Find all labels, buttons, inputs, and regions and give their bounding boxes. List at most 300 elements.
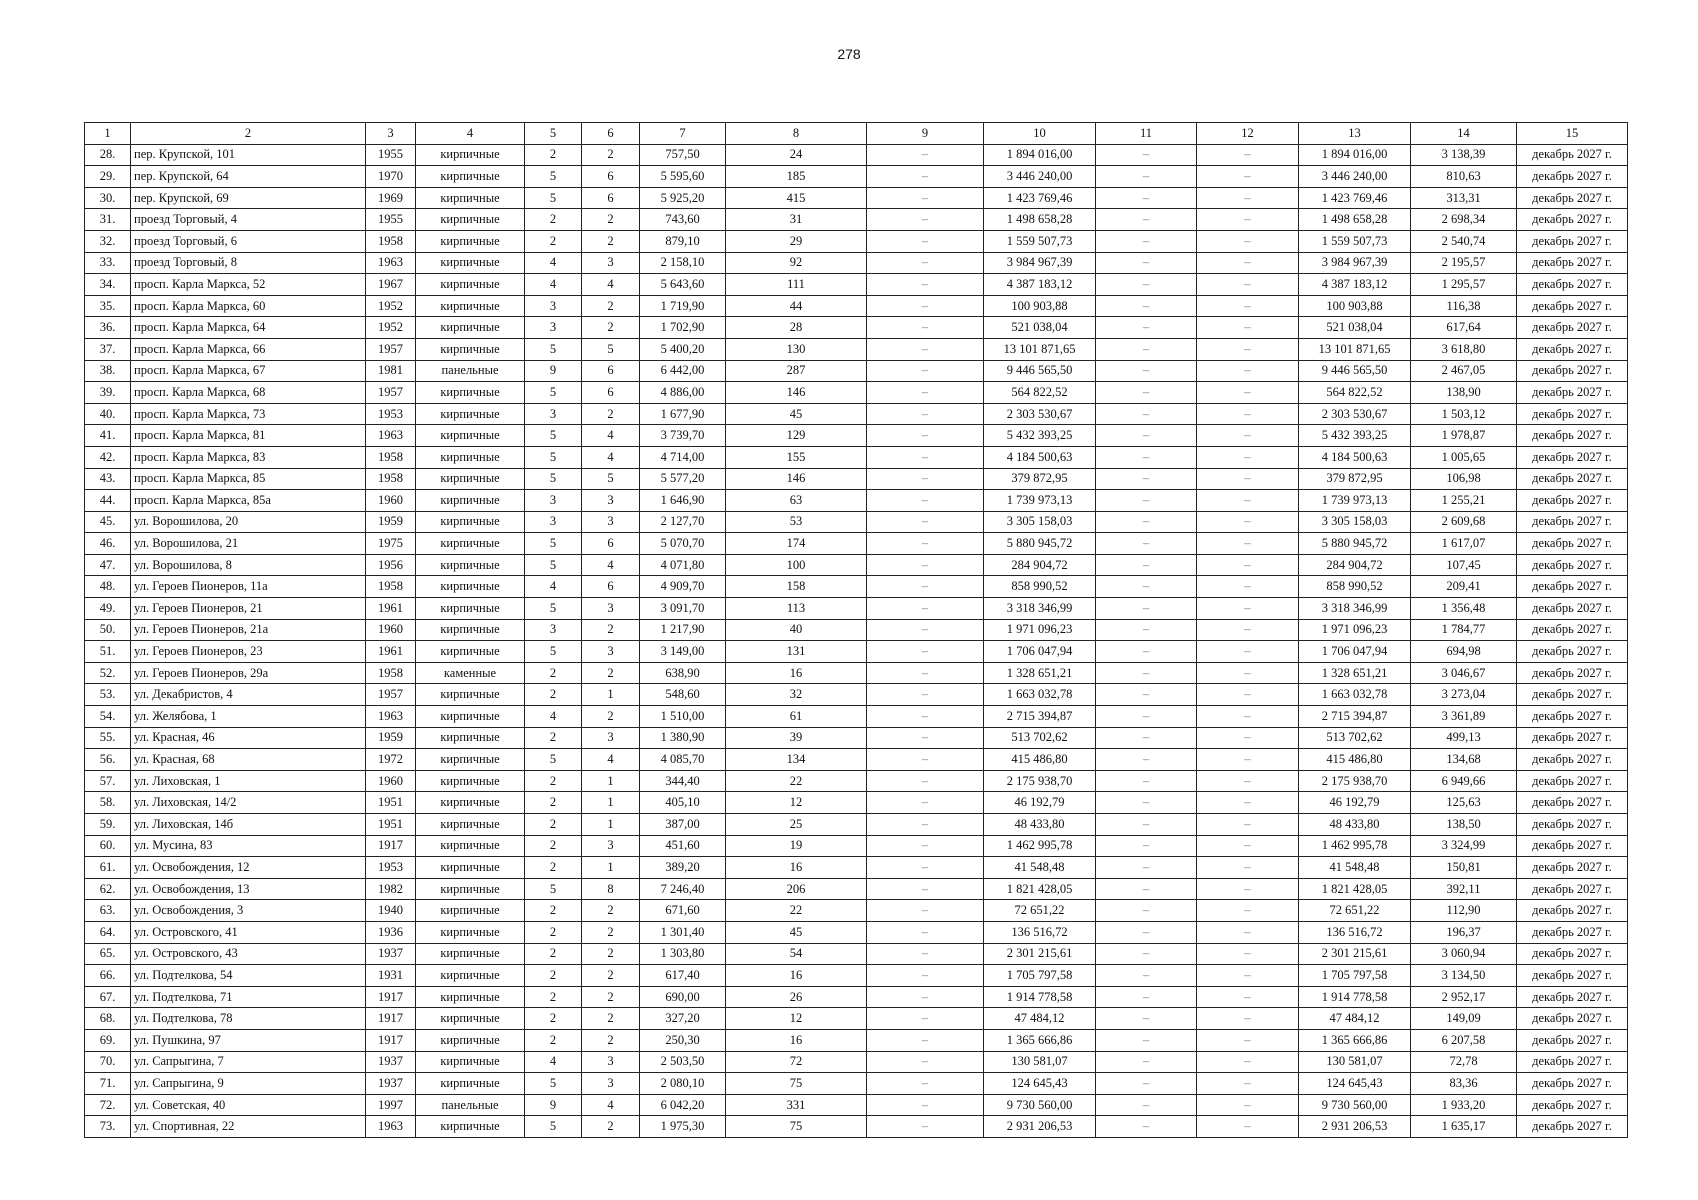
table-cell: 5	[525, 554, 582, 576]
table-cell: 1 356,48	[1411, 598, 1517, 620]
column-header-9: 9	[867, 123, 984, 145]
table-cell: 548,60	[640, 684, 726, 706]
table-cell: 4 387 183,12	[1299, 274, 1411, 296]
table-cell: 5 880 945,72	[984, 533, 1096, 555]
table-cell: декабрь 2027 г.	[1517, 446, 1628, 468]
table-cell: 1 914 778,58	[984, 986, 1096, 1008]
table-row	[85, 619, 1628, 641]
table-cell: 2 952,17	[1411, 986, 1517, 1008]
table-cell: кирпичные	[416, 1029, 525, 1051]
table-row	[85, 662, 1628, 684]
table-cell: декабрь 2027 г.	[1517, 598, 1628, 620]
table-cell: кирпичные	[416, 749, 525, 771]
column-header-8: 8	[726, 123, 867, 145]
table-cell: 185	[726, 166, 867, 188]
table-cell: 65.	[85, 943, 131, 965]
table-cell: 1956	[366, 554, 416, 576]
table-cell: 209,41	[1411, 576, 1517, 598]
table-cell: 5	[525, 749, 582, 771]
table-cell: 2 080,10	[640, 1073, 726, 1095]
table-cell: –	[1197, 403, 1299, 425]
table-cell: 3	[525, 619, 582, 641]
table-cell: 4	[525, 274, 582, 296]
table-cell: 9	[525, 360, 582, 382]
table-cell: 70.	[85, 1051, 131, 1073]
table-cell: 743,60	[640, 209, 726, 231]
table-cell: 3 318 346,99	[984, 598, 1096, 620]
table-cell: декабрь 2027 г.	[1517, 943, 1628, 965]
table-cell: 24	[726, 144, 867, 166]
table-cell: 72,78	[1411, 1051, 1517, 1073]
table-cell: 2	[582, 943, 640, 965]
table-cell: 5	[525, 533, 582, 555]
table-cell: –	[1096, 857, 1197, 879]
table-cell: 2 609,68	[1411, 511, 1517, 533]
table-cell: –	[867, 403, 984, 425]
table-cell: –	[867, 662, 984, 684]
table-cell: 150,81	[1411, 857, 1517, 879]
table-cell: 45	[726, 403, 867, 425]
table-row	[85, 252, 1628, 274]
table-cell: –	[1096, 770, 1197, 792]
table-cell: –	[867, 749, 984, 771]
table-cell: 58.	[85, 792, 131, 814]
table-row	[85, 554, 1628, 576]
table-cell: просп. Карла Маркса, 85а	[131, 490, 366, 512]
table-cell: 33.	[85, 252, 131, 274]
table-cell: 47 484,12	[1299, 1008, 1411, 1030]
table-cell: 54.	[85, 706, 131, 728]
table-cell: –	[1096, 986, 1197, 1008]
table-cell: 1 503,12	[1411, 403, 1517, 425]
table-row	[85, 727, 1628, 749]
table-cell: 1 821 428,05	[1299, 878, 1411, 900]
table-cell: 2 158,10	[640, 252, 726, 274]
table-cell: –	[1096, 965, 1197, 987]
table-cell: –	[1096, 1073, 1197, 1095]
table-row	[85, 900, 1628, 922]
table-cell: 284 904,72	[984, 554, 1096, 576]
table-cell: 1957	[366, 382, 416, 404]
table-row	[85, 1073, 1628, 1095]
table-cell: 1 255,21	[1411, 490, 1517, 512]
table-cell: 44.	[85, 490, 131, 512]
table-cell: 1931	[366, 965, 416, 987]
table-cell: 6 442,00	[640, 360, 726, 382]
table-cell: 22	[726, 900, 867, 922]
table-cell: 41.	[85, 425, 131, 447]
table-cell: ул. Желябова, 1	[131, 706, 366, 728]
table-cell: 250,30	[640, 1029, 726, 1051]
table-cell: кирпичные	[416, 274, 525, 296]
table-cell: 1 705 797,58	[984, 965, 1096, 987]
table-cell: 3	[525, 511, 582, 533]
table-cell: 389,20	[640, 857, 726, 879]
table-cell: декабрь 2027 г.	[1517, 684, 1628, 706]
table-cell: ул. Спортивная, 22	[131, 1116, 366, 1138]
table-cell: 3	[525, 295, 582, 317]
table-cell: 113	[726, 598, 867, 620]
table-cell: просп. Карла Маркса, 67	[131, 360, 366, 382]
table-cell: 29	[726, 230, 867, 252]
table-cell: –	[1096, 921, 1197, 943]
table-cell: 5	[582, 468, 640, 490]
table-cell: ул. Сапрыгина, 9	[131, 1073, 366, 1095]
table-cell: –	[867, 986, 984, 1008]
table-cell: –	[1197, 1051, 1299, 1073]
table-cell: 415 486,80	[1299, 749, 1411, 771]
table-cell: 5 643,60	[640, 274, 726, 296]
table-cell: декабрь 2027 г.	[1517, 533, 1628, 555]
table-row	[85, 209, 1628, 231]
column-header-1: 1	[85, 123, 131, 145]
table-cell: –	[867, 209, 984, 231]
table-cell: 46.	[85, 533, 131, 555]
table-cell: 1 978,87	[1411, 425, 1517, 447]
table-cell: 30.	[85, 187, 131, 209]
table-cell: 2 175 938,70	[1299, 770, 1411, 792]
table-cell: 327,20	[640, 1008, 726, 1030]
table-cell: –	[1096, 878, 1197, 900]
table-cell: –	[1197, 965, 1299, 987]
table-cell: 130 581,07	[1299, 1051, 1411, 1073]
table-cell: –	[1197, 1094, 1299, 1116]
column-header-6: 6	[582, 123, 640, 145]
table-cell: кирпичные	[416, 684, 525, 706]
table-cell: 53.	[85, 684, 131, 706]
table-row	[85, 1008, 1628, 1030]
table-cell: 47 484,12	[984, 1008, 1096, 1030]
table-cell: 138,90	[1411, 382, 1517, 404]
table-cell: –	[1096, 425, 1197, 447]
table-cell: 16	[726, 857, 867, 879]
table-cell: –	[867, 382, 984, 404]
table-cell: 134	[726, 749, 867, 771]
column-header-5: 5	[525, 123, 582, 145]
table-cell: ул. Освобождения, 12	[131, 857, 366, 879]
table-cell: 2 303 530,67	[1299, 403, 1411, 425]
table-cell: 3 273,04	[1411, 684, 1517, 706]
table-cell: –	[1096, 598, 1197, 620]
table-cell: 4	[525, 706, 582, 728]
table-cell: 690,00	[640, 986, 726, 1008]
table-cell: 68.	[85, 1008, 131, 1030]
table-cell: 2	[525, 684, 582, 706]
table-cell: 5	[525, 382, 582, 404]
table-cell: –	[1197, 900, 1299, 922]
table-cell: 313,31	[1411, 187, 1517, 209]
table-cell: 1952	[366, 295, 416, 317]
column-header-14: 14	[1411, 123, 1517, 145]
table-cell: 4 909,70	[640, 576, 726, 598]
table-cell: 287	[726, 360, 867, 382]
table-cell: пер. Крупской, 101	[131, 144, 366, 166]
table-cell: 1960	[366, 490, 416, 512]
table-cell: кирпичные	[416, 382, 525, 404]
table-cell: 671,60	[640, 900, 726, 922]
table-cell: 2	[525, 921, 582, 943]
table-cell: 3 138,39	[1411, 144, 1517, 166]
table-cell: –	[867, 274, 984, 296]
table-cell: 45.	[85, 511, 131, 533]
table-row	[85, 792, 1628, 814]
table-row	[85, 490, 1628, 512]
table-cell: 1 702,90	[640, 317, 726, 339]
table-cell: ул. Героев Пионеров, 11а	[131, 576, 366, 598]
table-row	[85, 1051, 1628, 1073]
table-cell: 2	[525, 965, 582, 987]
table-cell: 3 984 967,39	[984, 252, 1096, 274]
table-cell: –	[867, 1051, 984, 1073]
housing-table	[84, 122, 1628, 1138]
table-cell: –	[1096, 338, 1197, 360]
table-row	[85, 965, 1628, 987]
table-cell: 757,50	[640, 144, 726, 166]
table-cell: 1963	[366, 425, 416, 447]
table-cell: –	[867, 1008, 984, 1030]
table-cell: 5 400,20	[640, 338, 726, 360]
table-cell: ул. Лиховская, 1	[131, 770, 366, 792]
table-cell: 1953	[366, 857, 416, 879]
table-cell: 1 971 096,23	[1299, 619, 1411, 641]
table-cell: 1 971 096,23	[984, 619, 1096, 641]
table-cell: кирпичные	[416, 641, 525, 663]
table-cell: 4 886,00	[640, 382, 726, 404]
table-cell: 1960	[366, 770, 416, 792]
table-cell: –	[867, 576, 984, 598]
table-cell: 6 949,66	[1411, 770, 1517, 792]
table-row	[85, 857, 1628, 879]
table-cell: –	[867, 252, 984, 274]
table-cell: 5 432 393,25	[1299, 425, 1411, 447]
table-cell: 51.	[85, 641, 131, 663]
table-cell: –	[1197, 598, 1299, 620]
table-cell: –	[1197, 727, 1299, 749]
table-row	[85, 187, 1628, 209]
table-cell: –	[1096, 1094, 1197, 1116]
table-cell: 37.	[85, 338, 131, 360]
table-cell: кирпичные	[416, 619, 525, 641]
table-cell: декабрь 2027 г.	[1517, 619, 1628, 641]
table-cell: 2	[525, 1008, 582, 1030]
table-cell: 2 301 215,61	[1299, 943, 1411, 965]
table-cell: ул. Ворошилова, 21	[131, 533, 366, 555]
table-cell: 1937	[366, 943, 416, 965]
table-cell: 1 462 995,78	[984, 835, 1096, 857]
table-cell: 73.	[85, 1116, 131, 1138]
table-cell: 1937	[366, 1073, 416, 1095]
table-cell: 2 715 394,87	[1299, 706, 1411, 728]
table-cell: 3	[582, 511, 640, 533]
table-cell: –	[1096, 511, 1197, 533]
table-cell: 1	[582, 792, 640, 814]
table-row	[85, 943, 1628, 965]
table-cell: 61.	[85, 857, 131, 879]
table-cell: кирпичные	[416, 965, 525, 987]
table-cell: 62.	[85, 878, 131, 900]
table-cell: пер. Крупской, 69	[131, 187, 366, 209]
table-row	[85, 533, 1628, 555]
table-cell: кирпичные	[416, 921, 525, 943]
table-cell: –	[1197, 360, 1299, 382]
table-cell: 521 038,04	[1299, 317, 1411, 339]
table-cell: декабрь 2027 г.	[1517, 187, 1628, 209]
table-cell: 2	[582, 144, 640, 166]
table-cell: –	[867, 1094, 984, 1116]
table-row	[85, 835, 1628, 857]
table-cell: –	[1197, 511, 1299, 533]
table-cell: 3	[582, 252, 640, 274]
table-cell: –	[1197, 338, 1299, 360]
table-cell: ул. Мусина, 83	[131, 835, 366, 857]
table-cell: –	[1197, 1073, 1299, 1095]
table-cell: 2	[582, 209, 640, 231]
table-cell: 2	[525, 662, 582, 684]
table-cell: 72.	[85, 1094, 131, 1116]
table-row	[85, 878, 1628, 900]
table-cell: 5 595,60	[640, 166, 726, 188]
table-cell: –	[1197, 317, 1299, 339]
table-cell: 2	[525, 792, 582, 814]
table-cell: 69.	[85, 1029, 131, 1051]
table-cell: 19	[726, 835, 867, 857]
table-cell: 1967	[366, 274, 416, 296]
table-cell: 344,40	[640, 770, 726, 792]
table-cell: декабрь 2027 г.	[1517, 986, 1628, 1008]
table-cell: –	[1096, 576, 1197, 598]
table-cell: 521 038,04	[984, 317, 1096, 339]
table-cell: 3 091,70	[640, 598, 726, 620]
table-cell: 2	[525, 727, 582, 749]
table-cell: проезд Торговый, 4	[131, 209, 366, 231]
table-row	[85, 446, 1628, 468]
table-cell: 2 503,50	[640, 1051, 726, 1073]
table-cell: –	[1096, 900, 1197, 922]
table-cell: 2 127,70	[640, 511, 726, 533]
table-cell: –	[867, 965, 984, 987]
table-cell: декабрь 2027 г.	[1517, 1073, 1628, 1095]
table-cell: –	[1096, 641, 1197, 663]
table-cell: 138,50	[1411, 814, 1517, 836]
table-cell: 879,10	[640, 230, 726, 252]
table-cell: –	[1096, 792, 1197, 814]
table-cell: –	[1096, 1029, 1197, 1051]
table-cell: 31	[726, 209, 867, 231]
table-cell: –	[867, 511, 984, 533]
table-cell: 6	[582, 533, 640, 555]
table-row	[85, 1116, 1628, 1138]
table-cell: –	[1096, 662, 1197, 684]
table-cell: –	[1197, 619, 1299, 641]
table-cell: кирпичные	[416, 511, 525, 533]
table-cell: 1 328 651,21	[984, 662, 1096, 684]
table-cell: 1 894 016,00	[1299, 144, 1411, 166]
column-header-15: 15	[1517, 123, 1628, 145]
column-header-13: 13	[1299, 123, 1411, 145]
table-cell: –	[867, 641, 984, 663]
table-cell: –	[867, 144, 984, 166]
table-cell: 1 646,90	[640, 490, 726, 512]
table-row	[85, 1094, 1628, 1116]
table-cell: –	[867, 425, 984, 447]
table-cell: –	[867, 814, 984, 836]
table-cell: 4 085,70	[640, 749, 726, 771]
table-cell: кирпичные	[416, 446, 525, 468]
table-cell: декабрь 2027 г.	[1517, 1094, 1628, 1116]
table-cell: 1917	[366, 986, 416, 1008]
table-cell: декабрь 2027 г.	[1517, 835, 1628, 857]
table-row	[85, 295, 1628, 317]
table-cell: –	[867, 446, 984, 468]
table-cell: 3 618,80	[1411, 338, 1517, 360]
table-cell: декабрь 2027 г.	[1517, 511, 1628, 533]
table-cell: 2	[582, 230, 640, 252]
table-cell: –	[1096, 749, 1197, 771]
table-cell: просп. Карла Маркса, 60	[131, 295, 366, 317]
table-cell: 22	[726, 770, 867, 792]
table-cell: –	[1096, 403, 1197, 425]
table-cell: 617,64	[1411, 317, 1517, 339]
table-cell: ул. Героев Пионеров, 21а	[131, 619, 366, 641]
table-cell: 13 101 871,65	[1299, 338, 1411, 360]
table-cell: кирпичные	[416, 295, 525, 317]
table-cell: 72 651,22	[984, 900, 1096, 922]
table-cell: 405,10	[640, 792, 726, 814]
table-cell: 1917	[366, 1008, 416, 1030]
table-cell: 4	[582, 446, 640, 468]
table-cell: кирпичные	[416, 878, 525, 900]
table-cell: 2	[525, 900, 582, 922]
table-cell: –	[1197, 382, 1299, 404]
table-cell: 3	[582, 490, 640, 512]
table-cell: 1 705 797,58	[1299, 965, 1411, 987]
table-row	[85, 511, 1628, 533]
table-cell: 1	[582, 857, 640, 879]
table-cell: 5	[582, 338, 640, 360]
table-cell: –	[1197, 684, 1299, 706]
table-cell: декабрь 2027 г.	[1517, 965, 1628, 987]
table-cell: 41 548,48	[1299, 857, 1411, 879]
table-cell: 3	[582, 1073, 640, 1095]
table-cell: –	[1096, 230, 1197, 252]
table-cell: 32.	[85, 230, 131, 252]
table-cell: 5	[525, 166, 582, 188]
table-cell: ул. Красная, 46	[131, 727, 366, 749]
table-cell: 1 005,65	[1411, 446, 1517, 468]
table-cell: –	[1096, 252, 1197, 274]
table-cell: декабрь 2027 г.	[1517, 209, 1628, 231]
table-cell: 1 498 658,28	[1299, 209, 1411, 231]
table-cell: 2	[582, 619, 640, 641]
table-cell: 1 933,20	[1411, 1094, 1517, 1116]
table-cell: 3 134,50	[1411, 965, 1517, 987]
table-cell: –	[1197, 468, 1299, 490]
table-cell: 2 301 215,61	[984, 943, 1096, 965]
table-cell: ул. Освобождения, 13	[131, 878, 366, 900]
table-cell: 2	[582, 1116, 640, 1138]
table-cell: 2	[582, 403, 640, 425]
table-cell: –	[1096, 446, 1197, 468]
table-row	[85, 425, 1628, 447]
table-cell: 134,68	[1411, 749, 1517, 771]
table-cell: 106,98	[1411, 468, 1517, 490]
table-cell: 1 663 032,78	[1299, 684, 1411, 706]
table-row	[85, 641, 1628, 663]
table-cell: 3 739,70	[640, 425, 726, 447]
table-cell: декабрь 2027 г.	[1517, 317, 1628, 339]
table-cell: 4	[582, 554, 640, 576]
table-cell: 6	[582, 166, 640, 188]
